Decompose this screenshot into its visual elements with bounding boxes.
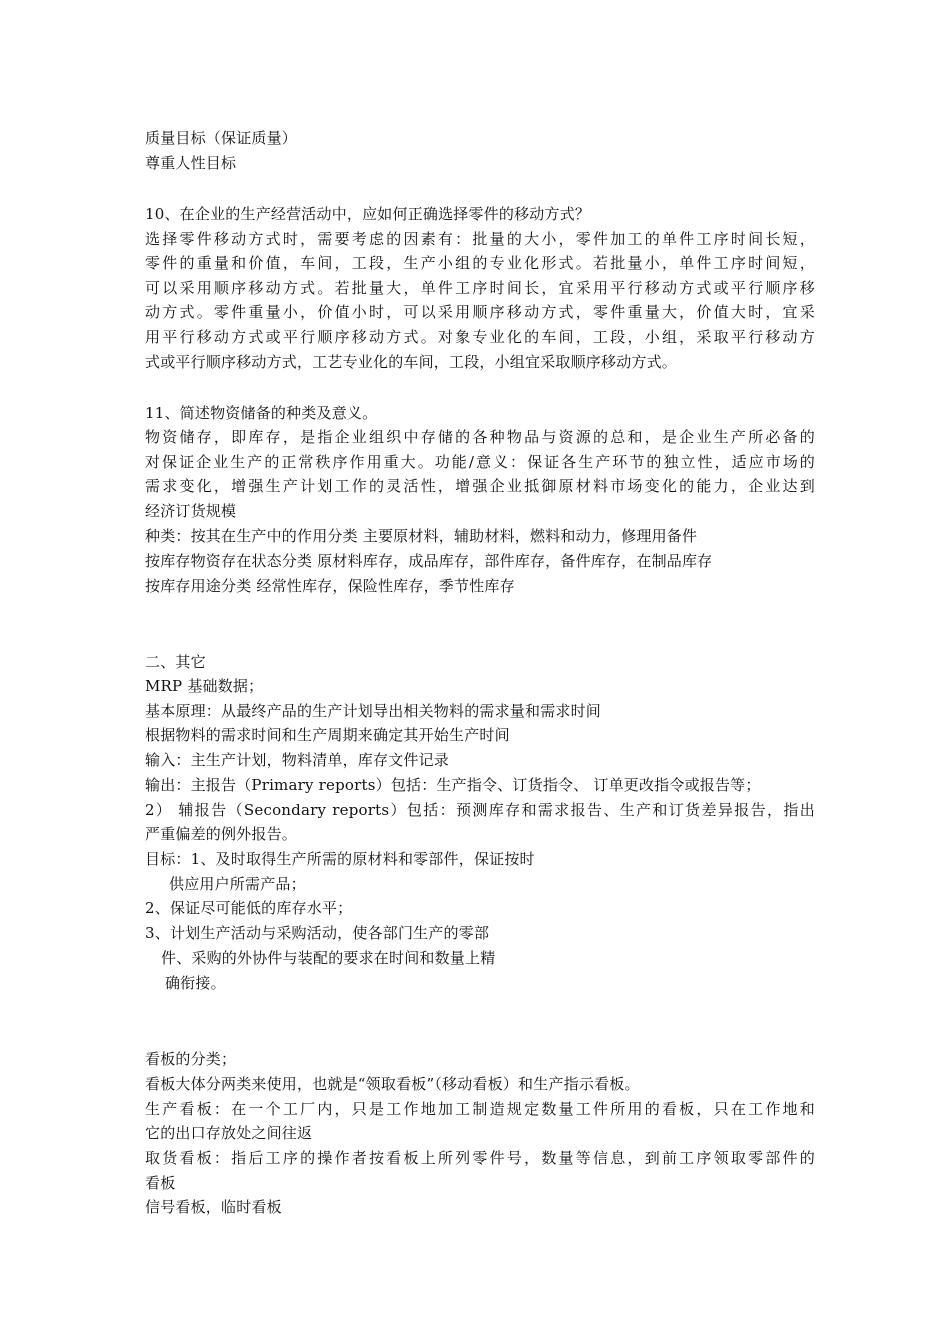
section-heading: 二、其它 [145,653,206,671]
inventory-type-line: 按库存物资存在状态分类 原材料库存，成品库存，部件库存，备件库存，在制品库存 [145,552,713,570]
signal-kanban: 信号看板，临时看板 [145,1198,282,1216]
mrp-goal-1-cont: 供应用户所需产品； [169,875,306,893]
production-kanban-cont: 它的出口存放处之间往返 [145,1124,313,1142]
answer-10-line: 零件的重量和价值，车间，工段，生产小组的专业化形式。若批量小，单件工序时间短， [145,254,815,272]
answer-10-line: 式或平行顺序移动方式，工艺专业化的车间，工段，小组宜采取顺序移动方式。 [145,353,678,371]
inventory-type-line: 种类：按其在生产中的作用分类 主要原材料，辅助材料，燃料和动力，修理用备件 [145,527,698,545]
kanban-title: 看板的分类； [145,1050,237,1068]
answer-10-line: 用平行移动方式或平行顺序移动方式。对象专业化的车间，工段，小组，采取平行移动方 [145,328,815,346]
answer-11-line: 对保证企业生产的正常秩序作用重大。功能/意义：保证各生产环节的独立性，适应市场的 [145,453,815,471]
mrp-goal-1: 目标：1、及时取得生产所需的原材料和零部件，保证按时 [145,850,535,868]
question-11: 11、简述物资储备的种类及意义。 [145,404,378,422]
withdrawal-kanban: 取货看板：指后工序的操作者按看板上所列零件号，数量等信息，到前工序领取零部件的 [145,1149,815,1167]
inventory-type-line: 按库存用途分类 经常性库存，保险性库存，季节性库存 [145,577,515,595]
mrp-secondary-output-cont: 严重偏差的例外报告。 [145,825,298,843]
answer-10-line: 选择零件移动方式时，需要考虑的因素有：批量的大小，零件加工的单件工序时间长短， [145,230,815,248]
question-10: 10、在企业的生产经营活动中，应如何正确选择零件的移动方式？ [145,205,591,223]
mrp-principle: 基本原理：从最终产品的生产计划导出相关物料的需求量和需求时间 [145,702,602,720]
answer-11-line: 经济订货规模 [145,502,237,520]
mrp-title: MRP 基础数据； [145,677,264,695]
goal-quality-text: 质量目标（保证质量） [145,129,298,147]
mrp-goal-3-cont: 件、采购的外协件与装配的要求在时间和数量上精 [161,949,496,967]
answer-11-line: 需求变化，增强生产计划工作的灵活性，增强企业抵御原材料市场变化的能力，企业达到 [145,477,815,495]
mrp-goal-2: 2、保证尽可能低的库存水平； [145,899,353,917]
withdrawal-kanban-cont: 看板 [145,1174,176,1192]
production-kanban: 生产看板：在一个工厂内，只是工作地加工制造规定数量工件所用的看板，只在工作地和 [145,1100,815,1118]
mrp-output: 输出：主报告（Primary reports）包括：生产指令、订货指令、 订单更改指令或报告等； [145,776,761,794]
answer-10-line: 可以采用顺序移动方式。若批量大，单件工序时间长，宜采用平行移动方式或平行顺序移 [145,279,815,297]
mrp-secondary-output: 2） 辅报告（Secondary reports）包括：预测库存和需求报告、生产和订货差异报告，指出 [145,801,815,819]
answer-11-line: 物资储存，即库存，是指企业组织中存储的各种物品与资源的总和，是企业生产所必备的 [145,428,815,446]
goal-respect-text: 尊重人性目标 [145,154,237,172]
mrp-goal-3: 3、计划生产活动与采购活动，使各部门生产的零部 [145,924,490,942]
mrp-goal-3-end: 确衔接。 [165,974,226,992]
kanban-intro: 看板大体分两类来使用，也就是“领取看板”（移动看板）和生产指示看板。 [145,1075,640,1093]
answer-10-line: 动方式。零件重量小，价值小时，可以采用顺序移动方式，零件重量大，价值大时，宜采 [145,303,815,321]
mrp-input: 输入：主生产计划，物料清单，库存文件记录 [145,751,450,769]
mrp-principle-2: 根据物料的需求时间和生产周期来确定其开始生产时间 [145,726,510,744]
